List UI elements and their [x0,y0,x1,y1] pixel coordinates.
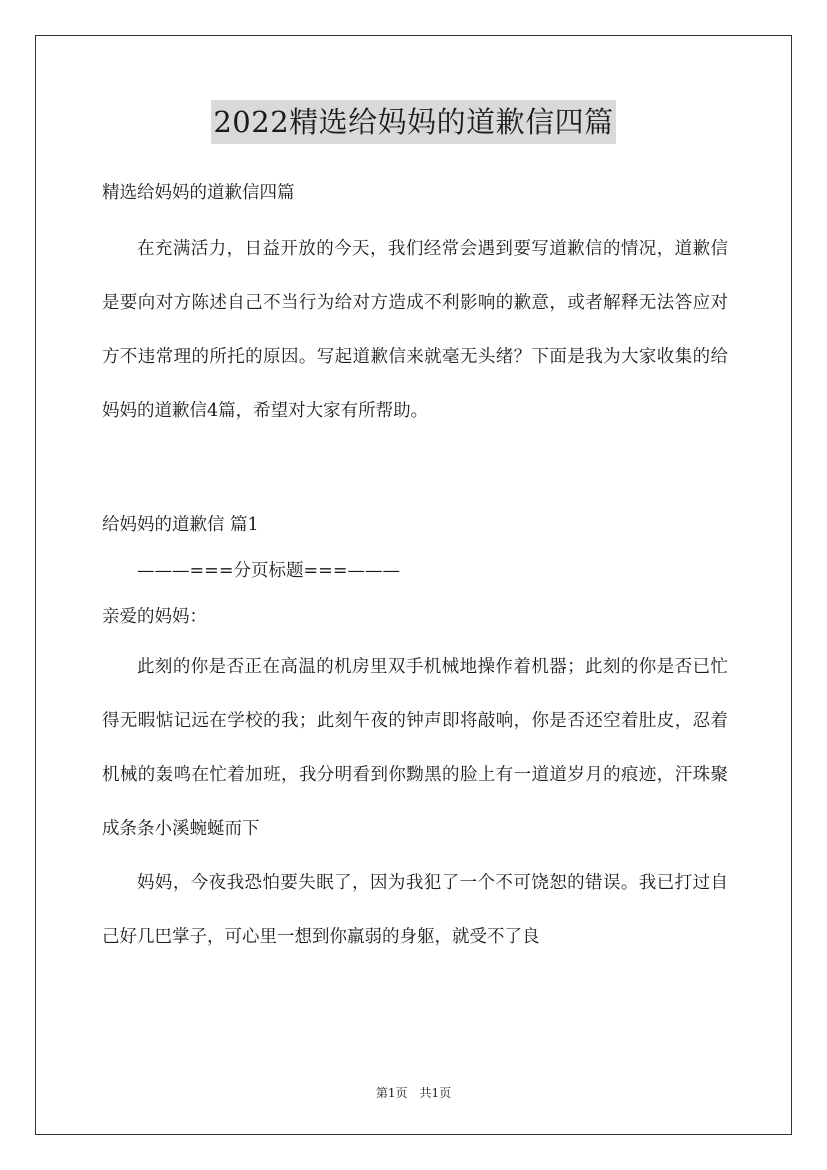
body-paragraph-2: 妈妈，今夜我恐怕要失眠了，因为我犯了一个不可饶恕的错误。我已打过自己好几巴掌子，可心里一想到你羸弱的身躯，就受不了良 [102,873,728,947]
page-divider: ———===分页标题===——— [137,561,400,581]
salutation: 亲爱的妈妈： [102,607,207,627]
document-body [102,170,728,964]
title-container [0,100,827,144]
document-subtitle: 精选给妈妈的道歉信四篇 [102,183,295,203]
page-footer: 第1页 共1页 [375,1086,452,1100]
document-title: 2022精选给妈妈的道歉信四篇 [211,100,615,144]
intro-paragraph: 在充满活力，日益开放的今天，我们经常会遇到要写道歉信的情况，道歉信是要向对方陈述自己不当行为给对方造成不利影响的歉意，或者解释无法答应对方不违常理的所托的原因。写起道歉信来就毫无头绪？下面是我为大家收集的给妈妈的道歉信4篇，希望对大家有所帮助。 [102,239,728,421]
body-paragraph-1: 此刻的你是否正在高温的机房里双手机械地操作着机器；此刻的你是否已忙得无暇惦记远在学校的我；此刻午夜的钟声即将敲响，你是否还空着肚皮，忍着机械的轰鸣在忙着加班，我分明看到你黝黑的脸上有一道道岁月的痕迹，汗珠聚成条条小溪蜿蜒而下 [102,657,728,839]
section-heading: 给妈妈的道歉信 篇1 [102,515,259,535]
